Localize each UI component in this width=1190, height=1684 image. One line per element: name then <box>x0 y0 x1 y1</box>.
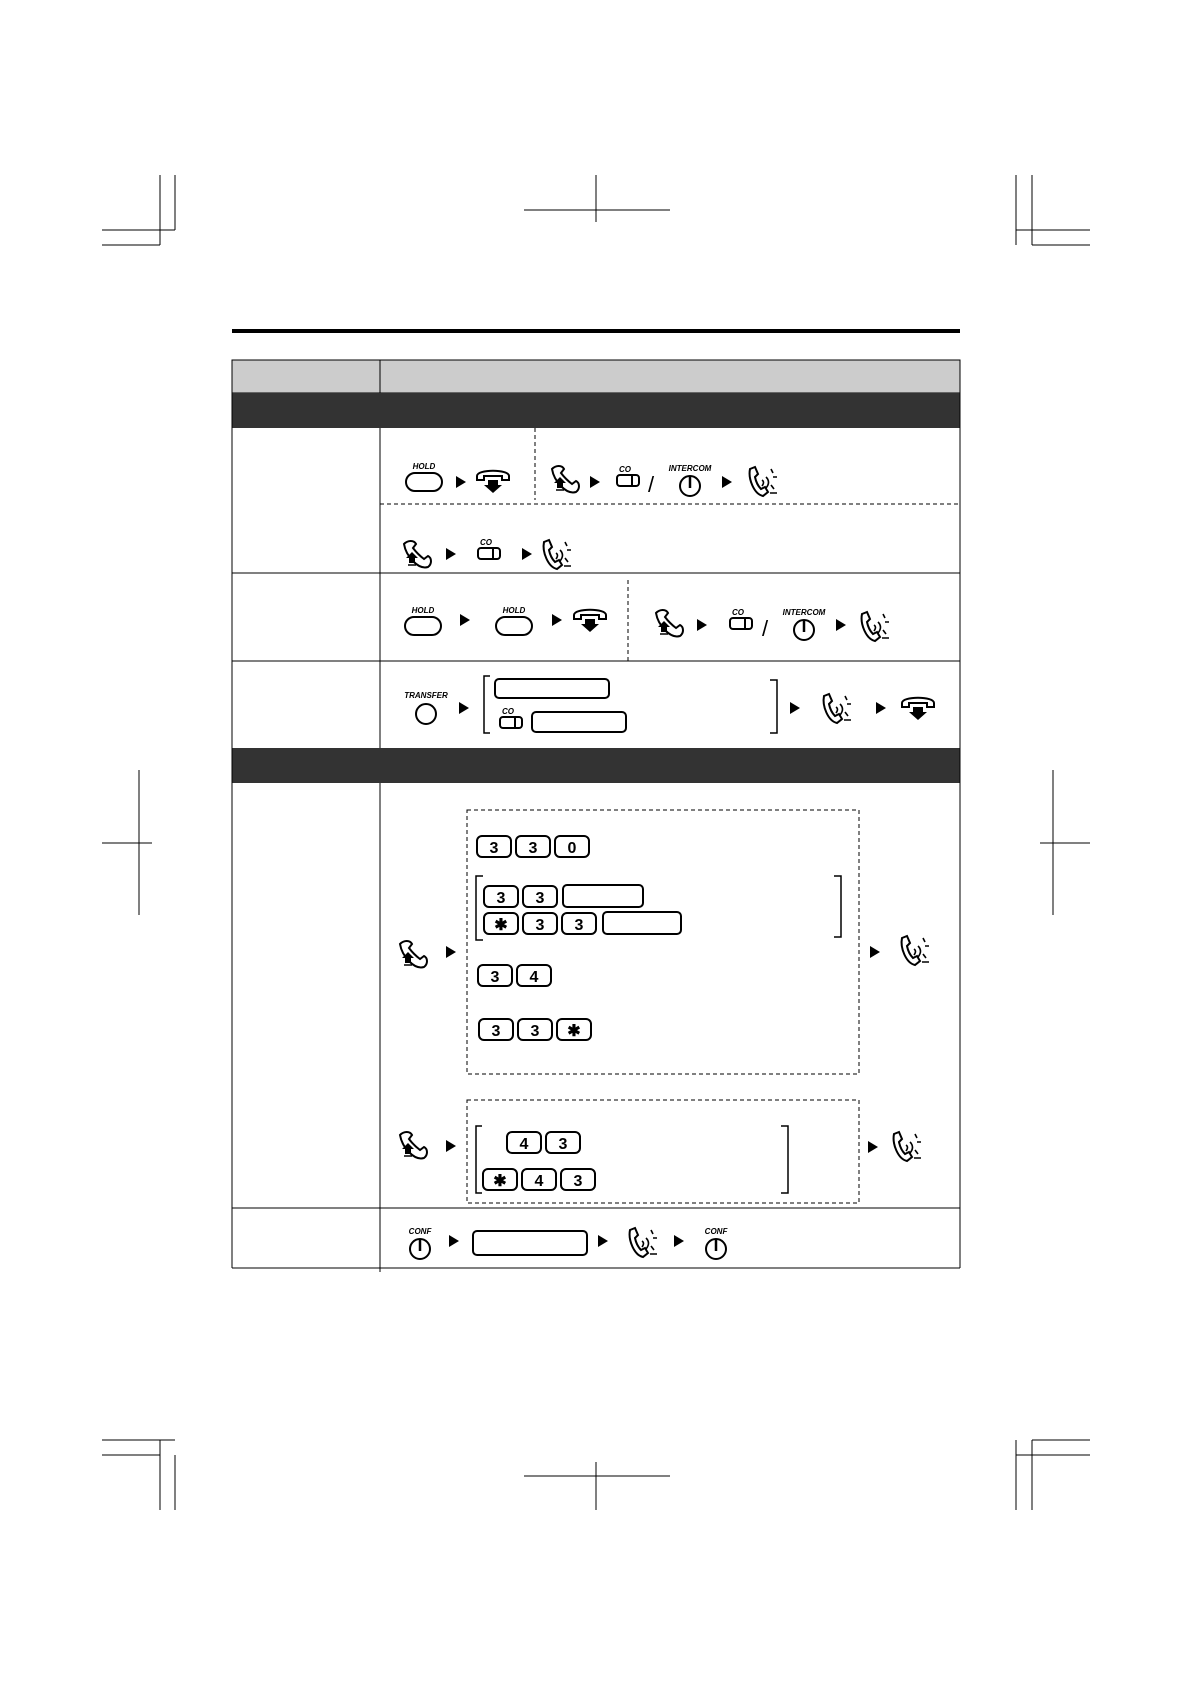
slash: / <box>648 472 655 497</box>
hold-button-icon <box>406 462 442 491</box>
arrow-right-icon <box>446 946 456 958</box>
arrow-right-icon <box>722 476 732 488</box>
table-header-bar <box>232 360 960 393</box>
arrow-right-icon <box>459 702 469 714</box>
key-4: 4 <box>529 969 539 986</box>
key-3: 3 <box>535 890 545 907</box>
arrow-right-icon <box>836 619 846 631</box>
handset-on-hook-icon <box>477 471 509 493</box>
key-3: 3 <box>558 1136 568 1153</box>
handset-off-hook-icon <box>552 466 579 492</box>
key-star: ✱ <box>493 1173 507 1190</box>
extension-number-box <box>495 679 609 698</box>
code-star-43 <box>483 1169 595 1190</box>
handset-on-hook-icon <box>574 610 606 632</box>
code-34 <box>478 965 551 986</box>
row-transfer <box>404 676 934 733</box>
section-bar-1 <box>232 393 960 428</box>
key-star: ✱ <box>567 1023 581 1040</box>
co-button-icon <box>478 538 500 559</box>
arrow-right-icon <box>598 1235 608 1247</box>
talk-icon <box>824 694 851 723</box>
arrow-right-icon <box>522 548 532 560</box>
intercom-button-icon <box>783 608 826 640</box>
row-feature-codes <box>400 810 929 1203</box>
handset-off-hook-icon <box>656 610 683 636</box>
key-3: 3 <box>496 890 506 907</box>
key-3: 3 <box>528 840 538 857</box>
key-3: 3 <box>490 969 500 986</box>
phone-number-box <box>532 712 626 732</box>
arrow-right-icon <box>790 702 800 714</box>
co-button-icon <box>730 608 752 629</box>
code-330 <box>477 836 589 857</box>
phone-number-box <box>473 1231 587 1255</box>
arrow-right-icon <box>697 619 707 631</box>
section-bar-2 <box>232 748 960 783</box>
slash: / <box>762 616 769 641</box>
key-3: 3 <box>491 1023 501 1040</box>
arrow-right-icon <box>552 614 562 626</box>
code-43 <box>507 1132 580 1153</box>
co-button-icon <box>500 707 522 728</box>
talk-icon <box>862 612 889 641</box>
code-star-33-ext <box>484 912 681 934</box>
extension-number-box <box>563 885 643 907</box>
arrow-right-icon <box>446 1140 456 1152</box>
key-3: 3 <box>574 917 584 934</box>
transfer-button-icon <box>416 704 436 724</box>
key-0: 0 <box>567 840 577 857</box>
key-3: 3 <box>573 1173 583 1190</box>
hold-button-icon <box>405 606 441 635</box>
arrow-right-icon <box>446 548 456 560</box>
top-rule <box>232 329 960 333</box>
arrow-right-icon <box>674 1235 684 1247</box>
key-4: 4 <box>534 1173 544 1190</box>
key-3: 3 <box>530 1023 540 1040</box>
feature-table <box>232 360 960 1272</box>
arrow-right-icon <box>460 614 470 626</box>
key-3: 3 <box>489 840 499 857</box>
key-star: ✱ <box>494 917 508 934</box>
intercom-button-icon <box>669 464 712 496</box>
handset-on-hook-icon <box>902 698 934 720</box>
talk-icon <box>894 1132 921 1161</box>
code-33-ext <box>484 885 643 907</box>
conf-button-icon <box>705 1227 729 1259</box>
hold-button-icon <box>496 606 532 635</box>
talk-icon <box>902 936 929 965</box>
arrow-right-icon <box>870 946 880 958</box>
handset-off-hook-icon <box>400 941 427 967</box>
row-conference <box>409 1227 729 1259</box>
conf-button-icon <box>409 1227 433 1259</box>
co-button-icon <box>617 465 639 486</box>
arrow-right-icon <box>868 1141 878 1153</box>
extension-number-box <box>603 912 681 934</box>
code-33-star <box>479 1019 591 1040</box>
arrow-right-icon <box>876 702 886 714</box>
arrow-right-icon <box>456 476 466 488</box>
talk-icon <box>630 1228 657 1257</box>
svg-text:TRANSFER: TRANSFER <box>404 691 448 700</box>
row-hold-hold <box>405 606 889 641</box>
handset-off-hook-icon <box>400 1132 427 1158</box>
handset-off-hook-icon <box>404 541 431 567</box>
arrow-right-icon <box>590 476 600 488</box>
key-3: 3 <box>535 917 545 934</box>
key-4: 4 <box>519 1136 529 1153</box>
talk-icon <box>750 467 777 496</box>
row-hold-step <box>404 462 777 569</box>
talk-icon <box>544 540 571 569</box>
arrow-right-icon <box>449 1235 459 1247</box>
